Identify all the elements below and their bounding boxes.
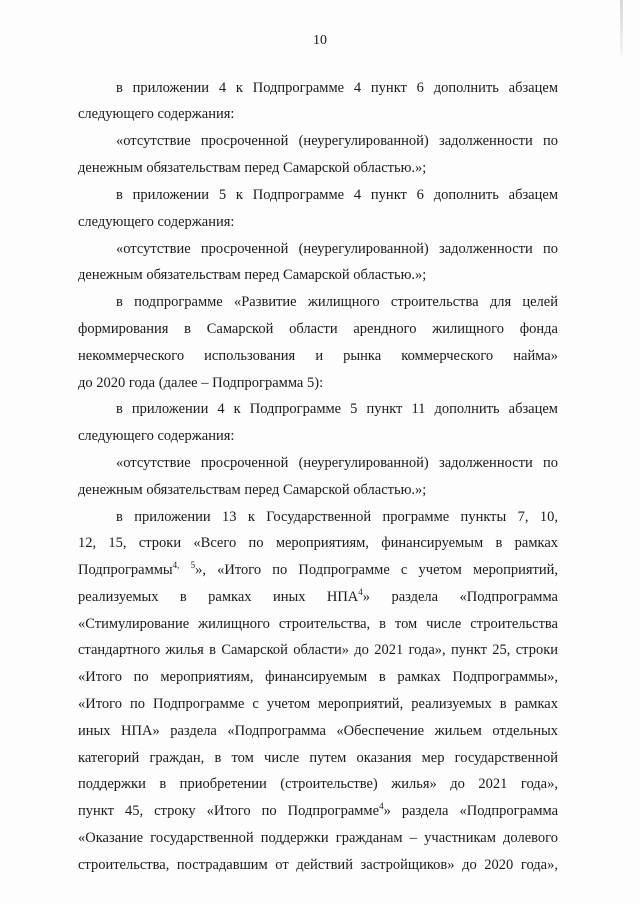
text-line: «отсутствие просроченной (неурегулированной) задолженности по — [116, 241, 558, 257]
text-fragment: » раздела «Подпрограмма — [362, 589, 558, 605]
text-line: в подпрограмме «Развитие жилищного строительства для целей — [116, 294, 558, 310]
text-line: денежным обязательствам перед Самарской областью.»; — [78, 160, 427, 176]
text-line: «Итого по Подпрограмме с учетом мероприятий, реализуемых в рамках — [78, 696, 558, 712]
text-line: некоммерческого использования и рынка коммерческого найма» — [78, 348, 558, 364]
text-line: «Стимулирование жилищного строительства, в том числе строительства — [78, 616, 558, 632]
text-line: «отсутствие просроченной (неурегулированной) задолженности по — [116, 133, 558, 149]
footnote-ref: 4 — [379, 801, 384, 811]
text-fragment: реализуемых в рамках иных НПА — [78, 589, 359, 605]
text-line: в приложении 5 к Подпрограмме 4 пункт 6 дополнить абзацем — [116, 187, 558, 203]
text-line: в приложении 4 к Подпрограмме 4 пункт 6 дополнить абзацем — [116, 80, 558, 96]
text-line: стандартного жилья в Самарской области» до 2021 года», пункт 25, строки — [78, 642, 558, 658]
text-line: строительства, пострадавшим от действий застройщиков» до 2020 года», — [78, 857, 558, 873]
text-line: «Оказание государственной поддержки гражданам – участникам долевого — [78, 830, 558, 846]
text-fragment: » раздела «Подпрограмма — [383, 803, 559, 819]
text-line: в приложении 13 к Государственной программе пункты 7, 10, — [116, 509, 558, 525]
text-line — [78, 588, 558, 606]
text-line — [78, 561, 558, 579]
text-line: следующего содержания: — [78, 106, 235, 122]
text-fragment: пункт 45, строку «Итого по Подпрограмме — [78, 803, 380, 819]
text-fragment: », «Итого по Подпрограмме с учетом мероприятий, — [195, 562, 558, 578]
text-line: поддержки в приобретении (строительстве) жилья» до 2021 года», — [78, 776, 558, 792]
text-line: денежным обязательствам перед Самарской областью.»; — [78, 482, 427, 498]
text-line: следующего содержания: — [78, 214, 235, 230]
text-line: в приложении 4 к Подпрограмме 5 пункт 11 дополнить абзацем — [116, 401, 558, 417]
text-line: следующего содержания: — [78, 428, 235, 444]
text-line: категорий граждан, в том числе путем оказания мер государственной — [78, 750, 558, 766]
text-line: 12, 15, строки «Всего по мероприятиям, финансируемым в рамках — [78, 535, 558, 551]
footnote-ref: 4 — [358, 587, 363, 597]
text-line: иных НПА» раздела «Подпрограмма «Обеспечение жильем отдельных — [78, 723, 558, 739]
footnote-ref: 4, — [172, 560, 180, 570]
page-number: 10 — [313, 33, 327, 48]
text-line: «Итого по мероприятиям, финансируемым в рамках Подпрограммы», — [78, 669, 558, 685]
text-fragment: Подпрограммы — [78, 562, 173, 578]
text-line: формирования в Самарской области арендного жилищного фонда — [78, 321, 558, 337]
text-line: «отсутствие просроченной (неурегулированной) задолженности по — [116, 455, 558, 471]
text-line: денежным обязательствам перед Самарской областью.»; — [78, 267, 427, 283]
footnote-ref: 5 — [190, 560, 196, 570]
text-line — [78, 802, 558, 820]
text-line: до 2020 года (далее – Подпрограмма 5): — [78, 375, 324, 391]
